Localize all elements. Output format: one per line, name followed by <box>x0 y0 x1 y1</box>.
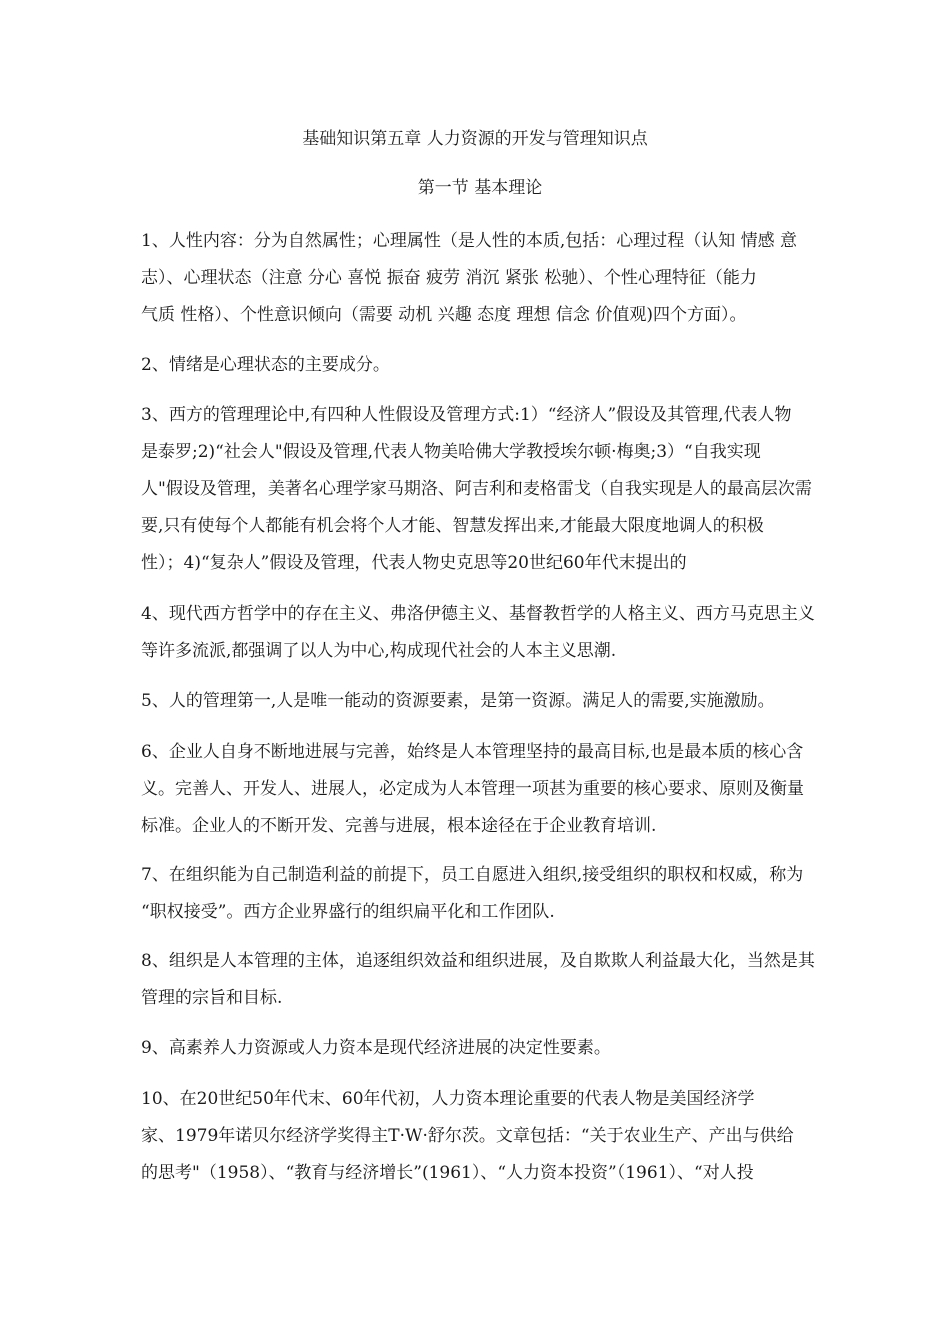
paragraph-6 <box>141 734 821 845</box>
text-line: 2、情绪是心理状态的主要成分。 <box>141 355 390 375</box>
paragraph-3 <box>141 397 821 582</box>
text-line: 5、人的管理第一,人是唯一能动的资源要素，是第一资源。满足人的需要,实施激励。 <box>141 691 775 711</box>
text-line: 是泰罗;2)“社会人"假设及管理,代表人物美哈佛大学教授埃尔顿·梅奥;3）“自我实现 <box>141 442 761 462</box>
text-line: 要,只有使每个人都能有机会将个人才能、智慧发挥出来,才能最大限度地调人的积极 <box>141 516 764 536</box>
paragraph-9 <box>141 1030 821 1067</box>
paragraph-10 <box>141 1081 821 1192</box>
text-line: 3、西方的管理理论中,有四种人性假设及管理方式:1）“经济人”假设及其管理,代表人物 <box>141 405 792 425</box>
paragraph-7 <box>141 857 821 931</box>
text-line: 9、高素养人力资源或人力资本是现代经济进展的决定性要素。 <box>141 1038 611 1058</box>
paragraph-5 <box>141 683 821 720</box>
text-line: 1、人性内容：分为自然属性；心理属性（是人性的本质,包括：心理过程（认知 情感 意 <box>141 231 798 251</box>
text-line: 7、在组织能为自己制造利益的前提下，员工自愿进入组织,接受组织的职权和权威，称为 <box>141 865 804 885</box>
paragraph-4 <box>141 596 821 670</box>
section-title: 第一节 基本理论 <box>417 178 543 198</box>
paragraph-2 <box>141 347 821 384</box>
text-line: 家、1979年诺贝尔经济学奖得主T·W·舒尔茨。文章包括：“关于农业生产、产出与供给 <box>141 1126 794 1146</box>
text-line: 义。完善人、开发人、进展人，必定成为人本管理一项甚为重要的核心要求、原则及衡量 <box>141 779 804 799</box>
paragraph-1 <box>141 223 821 334</box>
text-line: “职权接受”。西方企业界盛行的组织扁平化和工作团队. <box>141 902 555 922</box>
text-line: 气质 性格）、个性意识倾向（需要 动机 兴趣 态度 理想 信念 价值观)四个方面）。 <box>141 305 747 325</box>
text-line: 6、企业人自身不断地进展与完善，始终是人本管理坚持的最高目标,也是最本质的核心含 <box>141 742 804 762</box>
text-line: 等许多流派,都强调了以人为中心,构成现代社会的人本主义思潮. <box>141 641 617 661</box>
text-line: 8、组织是人本管理的主体，追逐组织效益和组织进展，及自欺欺人利益最大化，当然是其 <box>141 951 815 971</box>
document-title: 基础知识第五章 人力资源的开发与管理知识点 <box>302 129 648 149</box>
text-line: 管理的宗旨和目标. <box>141 988 283 1008</box>
text-line: 人"假设及管理，美著名心理学家马期洛、阿吉利和麦格雷戈（自我实现是人的最高层次需 <box>141 479 812 499</box>
text-line: 标准。企业人的不断开发、完善与进展，根本途径在于企业教育培训. <box>141 816 657 836</box>
text-line: 的思考"（1958）、“教育与经济增长”(1961）、“人力资本投资”（1961）、“对人投 <box>141 1163 754 1183</box>
text-line: 志）、心理状态（注意 分心 喜悦 振奋 疲劳 消沉 紧张 松驰）、个性心理特征（能力 <box>141 268 757 288</box>
text-line: 性）；4)“复杂人”假设及管理，代表人物史克思等20世纪60年代末提出的 <box>141 553 687 573</box>
text-line: 10、在20世纪50年代末、60年代初，人力资本理论重要的代表人物是美国经济学 <box>141 1089 755 1109</box>
paragraph-8 <box>141 943 821 1017</box>
text-line: 4、现代西方哲学中的存在主义、弗洛伊德主义、基督教哲学的人格主义、西方马克思主义 <box>141 604 815 624</box>
